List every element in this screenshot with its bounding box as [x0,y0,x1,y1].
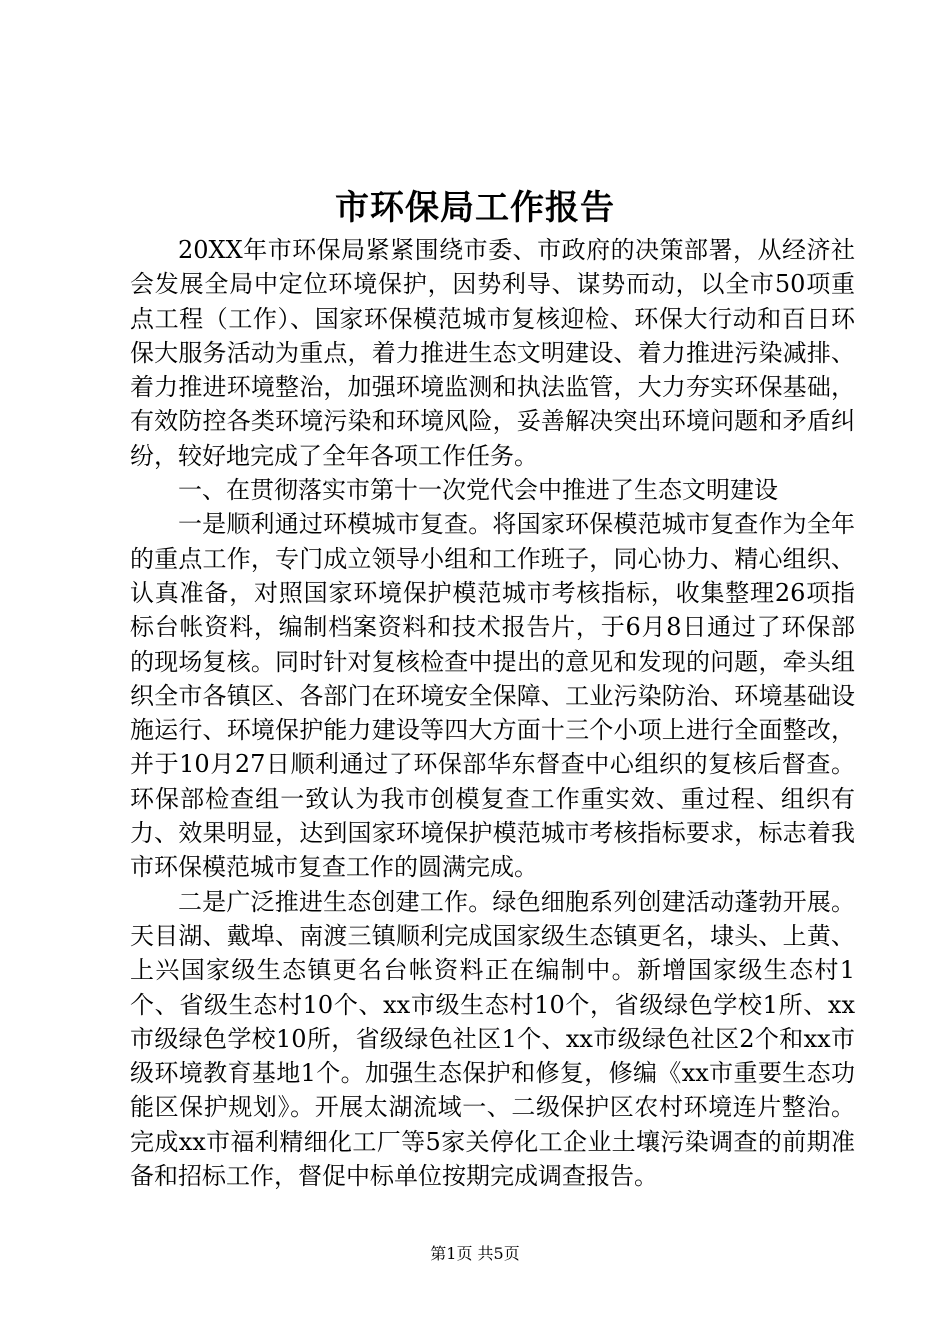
document-body [130,233,855,1193]
document-title: 市环保局工作报告 [335,188,615,228]
page-number-footer: 第1页 共5页 [430,1244,520,1263]
section-heading-1: 一、在贯彻落实市第十一次党代会中推进了生态文明建设 [178,476,778,505]
intro-paragraph: 20XX年市环保局紧紧围绕市委、市政府的决策部署，从经济社会发展全局中定位环境保护，因势利导、谋势而动，以全市50项重点工程（工作）、国家环保模范城市复核迎检、环保大行动和百日环保大服务活动为重点，着力推进生态文明建设、着力推进污染减排、着力推进环境整治，加强环境监测和执法监管，大力夯实环保基础，有效防控各类环境污染和环境风险，妥善解决突出环境问题和矛盾纠纷，较好地完成了全年各项工作任务。 [130,236,855,470]
paragraph-eco-city-review: 一是顺利通过环模城市复查。将国家环保模范城市复查作为全年的重点工作，专门成立领导小组和工作班子，同心协力、精心组织、认真准备，对照国家环境保护模范城市考核指标，收集整理26项指标台帐资料，编制档案资料和技术报告片，于6月8日通过了环保部的现场复核。同时针对复核检查中提出的意见和发现的问题，牵头组织全市各镇区、各部门在环境安全保障、工业污染防治、环境基础设施运行、环境保护能力建设等四大方面十三个小项上进行全面整改，并于10月27日顺利通过了环保部华东督查中心组织的复核后督查。环保部检查组一致认为我市创模复查工作重实效、重过程、组织有力、效果明显，达到国家环境保护模范城市考核指标要求，标志着我市环保模范城市复查工作的圆满完成。 [130,510,855,882]
paragraph-eco-creation: 二是广泛推进生态创建工作。绿色细胞系列创建活动蓬勃开展。天目湖、戴埠、南渡三镇顺利完成国家级生态镇更名，埭头、上黄、上兴国家级生态镇更名台帐资料正在编制中。新增国家级生态村1个、省级生态村10个、xx市级生态村10个，省级绿色学校1所、xx市级绿色学校10所，省级绿色社区1个、xx市级绿色社区2个和xx市级环境教育基地1个。加强生态保护和修复，修编《xx市重要生态功能区保护规划》。开展太湖流域一、二级保护区农村环境连片整治。完成xx市福利精细化工厂等5家关停化工企业土壤污染调查的前期准备和招标工作，督促中标单位按期完成调查报告。 [130,887,855,1191]
